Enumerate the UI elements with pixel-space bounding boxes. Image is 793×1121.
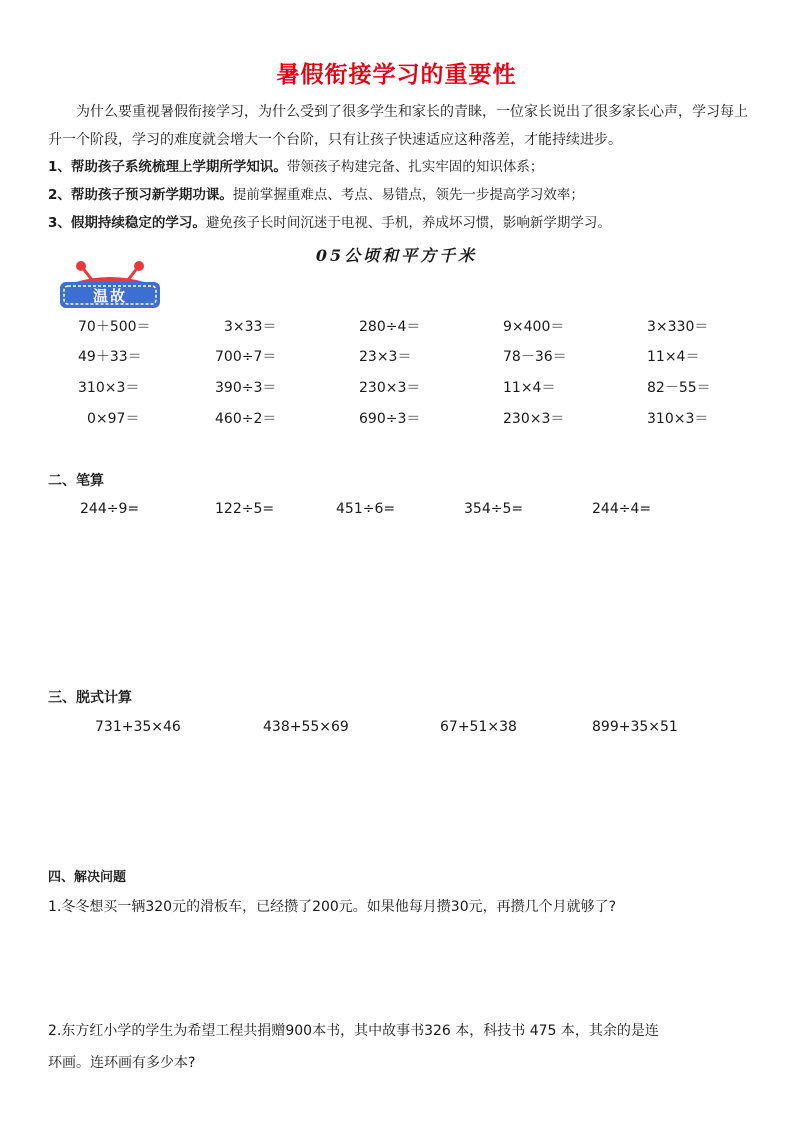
word-problem-1: 1.冬冬想买一辆320元的滑板车，已经攒了200元。如果他每月攒30元，再攒几个月就够了? bbox=[48, 899, 617, 915]
key-point-2-lead: 2、帮助孩子预习新学期功课。 bbox=[48, 187, 233, 203]
oral-calc-r4c4: 230×3＝ bbox=[503, 411, 565, 427]
step-calc-1: 731+35×46 bbox=[95, 719, 181, 735]
step-calc-2: 438+55×69 bbox=[263, 719, 349, 735]
section-step-calc-title: 三、脱式计算 bbox=[48, 690, 132, 706]
oral-calc-r1c2: 3×33＝ bbox=[224, 319, 277, 335]
written-calc-5: 244÷4= bbox=[592, 501, 652, 517]
key-point-3-rest: 避免孩子长时间沉迷于电视、手机，养成坏习惯，影响新学期学习。 bbox=[205, 215, 611, 231]
oral-calc-r3c2: 390÷3＝ bbox=[215, 380, 277, 396]
word-problem-2-line1: 2.东方红小学的学生为希望工程共捐赠900本书，其中故事书326 本，科技书 475 本，其余的是连 bbox=[48, 1023, 659, 1039]
step-calc-3: 67+51×38 bbox=[440, 719, 517, 735]
key-point-2 bbox=[48, 183, 584, 203]
oral-calc-r4c1: 0×97＝ bbox=[87, 411, 140, 427]
key-point-1-rest: 带领孩子构建完备、扎实牢固的知识体系； bbox=[286, 159, 544, 175]
oral-calc-r3c3: 230×3＝ bbox=[359, 380, 421, 396]
key-point-3-lead: 3、假期持续稳定的学习。 bbox=[48, 215, 206, 231]
oral-calc-r4c5: 310×3＝ bbox=[647, 411, 709, 427]
oral-calc-r1c3: 280÷4＝ bbox=[359, 319, 421, 335]
lesson-subtitle: 05公顷和平方千米 bbox=[315, 246, 478, 265]
oral-calc-r3c1: 310×3＝ bbox=[78, 380, 140, 396]
oral-calc-r3c4: 11×4＝ bbox=[503, 380, 556, 396]
section-word-problems-title: 四、解决问题 bbox=[48, 870, 127, 885]
key-point-3 bbox=[48, 211, 611, 231]
written-calc-2: 122÷5= bbox=[215, 501, 275, 517]
step-calc-4: 899+35×51 bbox=[592, 719, 678, 735]
written-calc-3: 451÷6= bbox=[336, 501, 396, 517]
oral-calc-r2c5: 11×4＝ bbox=[647, 349, 700, 365]
oral-calc-r1c5: 3×330＝ bbox=[647, 319, 709, 335]
key-point-2-rest: 提前掌握重难点、考点、易错点，领先一步提高学习效率； bbox=[232, 187, 584, 203]
oral-calc-r2c4: 78－36＝ bbox=[503, 349, 567, 365]
oral-calc-r1c1: 70＋500＝ bbox=[78, 319, 151, 335]
written-calc-4: 354÷5= bbox=[464, 501, 524, 517]
oral-calc-r4c2: 460÷2＝ bbox=[215, 411, 277, 427]
word-problem-2-line2: 环画。连环画有多少本? bbox=[48, 1055, 196, 1071]
page-title: 暑假衔接学习的重要性 bbox=[276, 62, 517, 88]
oral-calc-r2c1: 49＋33＝ bbox=[78, 349, 142, 365]
intro-paragraph: 为什么要重视暑假衔接学习，为什么受到了很多学生和家长的青睐，一位家长说出了很多家长心声，学习每上升一个阶段，学习的难度就会增大一个台阶，只有让孩子快速适应这种落差，才能持续进步。 bbox=[48, 104, 748, 148]
review-badge-label: 温故 bbox=[92, 287, 127, 305]
written-calc-1: 244÷9= bbox=[80, 501, 140, 517]
oral-calc-r4c3: 690÷3＝ bbox=[359, 411, 421, 427]
oral-calc-r2c2: 700÷7＝ bbox=[215, 349, 277, 365]
key-point-1-lead: 1、帮助孩子系统梳理上学期所学知识。 bbox=[48, 159, 287, 175]
oral-calc-r1c4: 9×400＝ bbox=[503, 319, 565, 335]
review-badge bbox=[58, 260, 162, 310]
oral-calc-r2c3: 23×3＝ bbox=[359, 349, 412, 365]
key-point-1 bbox=[48, 155, 543, 175]
section-written-calc-title: 二、笔算 bbox=[48, 473, 104, 489]
oral-calc-r3c5: 82－55＝ bbox=[647, 380, 711, 396]
